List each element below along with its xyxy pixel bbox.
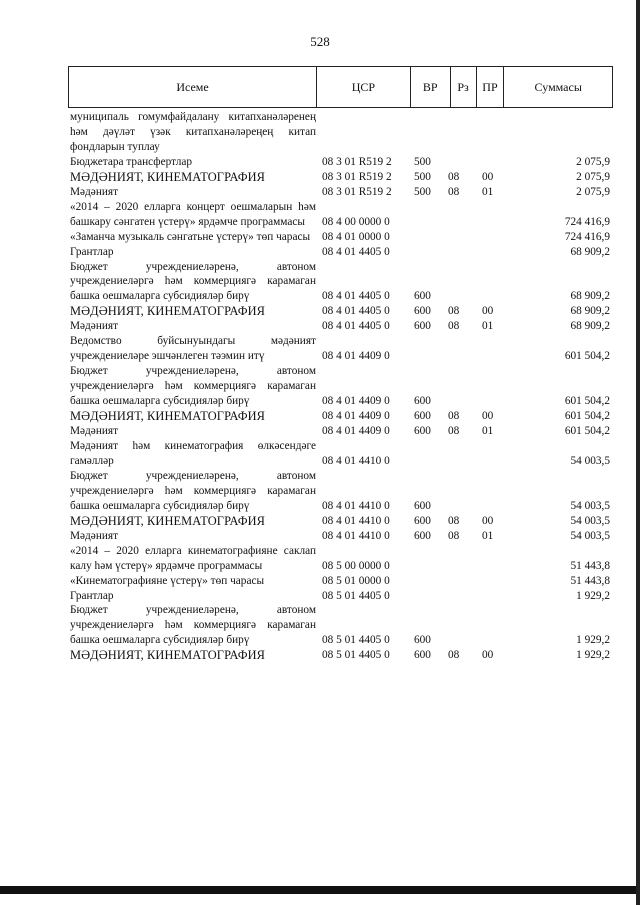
row-name: Мәдәният һәм кинематография өлкәсендәге гамәлләр — [70, 439, 316, 467]
row-name: Мәдәният — [70, 425, 119, 438]
row-name: Бюджет учреждениеләренә, автоном учреждениеләргә һәм коммерциягә карамаган башка оешмаларга субсидияләр бирү — [70, 260, 316, 303]
row-rz: 08 — [448, 425, 460, 438]
table-row — [70, 245, 610, 260]
table-row — [70, 544, 610, 574]
table-row — [70, 514, 610, 529]
table-row — [70, 155, 610, 170]
row-csr: 08 4 01 4405 0 — [322, 290, 390, 303]
row-sum: 601 504,2 — [564, 350, 610, 363]
row-rz: 08 — [448, 185, 460, 198]
row-name: Мәдәният — [70, 185, 119, 198]
row-csr: 08 4 01 4409 0 — [322, 350, 390, 363]
row-sum: 724 416,9 — [564, 230, 610, 243]
row-csr: 08 5 00 0000 0 — [322, 559, 390, 572]
row-csr: 08 4 01 4410 0 — [322, 529, 390, 542]
row-csr: 08 3 01 R519 2 — [322, 170, 392, 183]
row-pr: 01 — [482, 320, 494, 333]
row-name: «Заманча музыкаль сәнгатьне үстерү» төп чарасы — [70, 230, 311, 243]
row-name: Грантлар — [70, 589, 114, 602]
row-sum: 1 929,2 — [576, 589, 610, 602]
scan-border-bottom — [0, 886, 640, 894]
row-name: Мәдәният — [70, 320, 119, 333]
row-sum: 601 504,2 — [564, 395, 610, 408]
row-sum: 2 075,9 — [576, 155, 610, 168]
row-vr: 600 — [414, 395, 431, 408]
row-csr: 08 5 01 4405 0 — [322, 634, 390, 647]
row-sum: 601 504,2 — [564, 410, 610, 423]
row-sum: 1 929,2 — [576, 634, 610, 647]
header-sum: Суммасы — [534, 79, 582, 94]
table-row — [70, 185, 610, 200]
row-sum: 54 003,5 — [570, 499, 610, 512]
row-csr: 08 4 01 4410 0 — [322, 499, 390, 512]
header-vr: ВР — [411, 67, 451, 107]
row-sum: 68 909,2 — [570, 320, 610, 333]
row-name: МӘДӘНИЯТ, КИНЕМАТОГРАФИЯ — [70, 648, 266, 663]
row-rz: 08 — [448, 410, 460, 423]
row-name: Бюджет учреждениеләренә, автоном учреждениеләргә һәм коммерциягә карамаган башка оешмаларга субсидияләр бирү — [70, 365, 316, 408]
row-pr: 01 — [482, 425, 494, 438]
row-pr: 01 — [482, 529, 494, 542]
table-row — [70, 574, 610, 589]
row-vr: 600 — [414, 529, 431, 542]
row-rz: 08 — [448, 649, 460, 662]
row-sum: 2 075,9 — [576, 170, 610, 183]
row-name: «Кинематографияне үстерү» төп чарасы — [70, 574, 265, 587]
table-row — [70, 529, 610, 544]
table-row — [70, 304, 610, 319]
row-name: МӘДӘНИЯТ, КИНЕМАТОГРАФИЯ — [70, 169, 266, 184]
row-name: муниципаль гомумфайдалану китапханәләренең һәм дәүләт үзәк китапханәләреңең китап фондларын туплау — [70, 111, 316, 153]
row-sum: 724 416,9 — [564, 215, 610, 228]
row-pr: 00 — [482, 305, 494, 318]
row-sum: 68 909,2 — [570, 290, 610, 303]
row-csr: 08 5 01 4405 0 — [322, 589, 390, 602]
row-name: «2014 – 2020 елларга концерт оешмаларын һәм башкару сәнгатен үстерү» ярдәмче программасы — [70, 200, 316, 228]
header-csr: ЦСР — [317, 67, 411, 107]
row-csr: 08 4 00 0000 0 — [322, 215, 390, 228]
row-name: Мәдәният — [70, 529, 119, 542]
row-sum: 54 003,5 — [570, 454, 610, 467]
row-csr: 08 4 01 4405 0 — [322, 305, 390, 318]
table-row — [70, 319, 610, 334]
row-csr: 08 4 01 0000 0 — [322, 230, 390, 243]
header-name: Исеме — [69, 67, 317, 107]
row-sum: 601 504,2 — [564, 425, 610, 438]
row-vr: 600 — [414, 320, 431, 333]
row-vr: 500 — [414, 155, 431, 168]
table-row — [70, 364, 610, 409]
row-vr: 500 — [414, 185, 431, 198]
row-vr: 600 — [414, 425, 431, 438]
row-sum: 54 003,5 — [570, 529, 610, 542]
table-header — [68, 66, 613, 108]
row-pr: 00 — [482, 410, 494, 423]
row-csr: 08 4 01 4405 0 — [322, 320, 390, 333]
row-rz: 08 — [448, 529, 460, 542]
row-vr: 600 — [414, 410, 431, 423]
row-name: Ведомство буйсынуындагы мәдәният учреждениеләре эшчәнлеген тәэмин итү — [70, 335, 316, 363]
table-row — [70, 648, 610, 663]
budget-table-body — [70, 110, 610, 663]
row-name: Бюджетара трансфертлар — [70, 155, 193, 168]
table-row — [70, 603, 610, 648]
row-sum: 2 075,9 — [576, 185, 610, 198]
row-csr: 08 3 01 R519 2 — [322, 155, 392, 168]
row-name: МӘДӘНИЯТ, КИНЕМАТОГРАФИЯ — [70, 409, 266, 424]
row-rz: 08 — [448, 514, 460, 527]
row-csr: 08 5 01 0000 0 — [322, 574, 390, 587]
table-row — [70, 424, 610, 439]
row-rz: 08 — [448, 305, 460, 318]
table-row — [70, 200, 610, 230]
row-sum: 1 929,2 — [576, 649, 610, 662]
row-sum: 51 443,8 — [570, 559, 610, 572]
scan-border-right — [636, 0, 640, 905]
table-row — [70, 439, 610, 469]
row-csr: 08 4 01 4410 0 — [322, 514, 390, 527]
row-vr: 600 — [414, 290, 431, 303]
row-sum: 54 003,5 — [570, 514, 610, 527]
row-csr: 08 5 01 4405 0 — [322, 649, 390, 662]
row-name: Грантлар — [70, 245, 114, 258]
row-vr: 600 — [414, 499, 431, 512]
table-row — [70, 260, 610, 305]
header-rz: Рз — [451, 67, 477, 107]
row-sum: 68 909,2 — [570, 305, 610, 318]
row-rz: 08 — [448, 320, 460, 333]
table-row — [70, 170, 610, 185]
row-name: Бюджет учреждениеләренә, автоном учреждениеләргә һәм коммерциягә карамаган башка оешмаларга субсидияләр бирү — [70, 469, 316, 512]
row-vr: 500 — [414, 170, 431, 183]
row-vr: 600 — [414, 649, 431, 662]
row-rz: 08 — [448, 170, 460, 183]
row-pr: 00 — [482, 649, 494, 662]
row-vr: 600 — [414, 634, 431, 647]
row-pr: 01 — [482, 185, 494, 198]
table-row — [70, 334, 610, 364]
table-row — [70, 110, 610, 155]
table-row — [70, 230, 610, 245]
row-csr: 08 4 01 4409 0 — [322, 395, 390, 408]
row-sum: 68 909,2 — [570, 245, 610, 258]
row-sum: 51 443,8 — [570, 574, 610, 587]
table-row — [70, 409, 610, 424]
row-pr: 00 — [482, 514, 494, 527]
row-name: «2014 – 2020 елларга кинематографияне саклап калу һәм үстерү» ярдәмче программасы — [70, 544, 316, 572]
row-csr: 08 4 01 4409 0 — [322, 410, 390, 423]
row-csr: 08 3 01 R519 2 — [322, 185, 392, 198]
row-csr: 08 4 01 4409 0 — [322, 425, 390, 438]
row-name: МӘДӘНИЯТ, КИНЕМАТОГРАФИЯ — [70, 513, 266, 528]
row-pr: 00 — [482, 170, 494, 183]
row-csr: 08 4 01 4405 0 — [322, 245, 390, 258]
page-number: 528 — [310, 34, 330, 49]
table-row — [70, 589, 610, 604]
row-name: Бюджет учреждениеләренә, автоном учреждениеләргә һәм коммерциягә карамаган башка оешмаларга субсидияләр бирү — [70, 604, 316, 647]
row-vr: 600 — [414, 514, 431, 527]
row-csr: 08 4 01 4410 0 — [322, 454, 390, 467]
row-name: МӘДӘНИЯТ, КИНЕМАТОГРАФИЯ — [70, 304, 266, 319]
table-row — [70, 469, 610, 514]
row-vr: 600 — [414, 305, 431, 318]
header-pr: ПР — [477, 67, 505, 107]
